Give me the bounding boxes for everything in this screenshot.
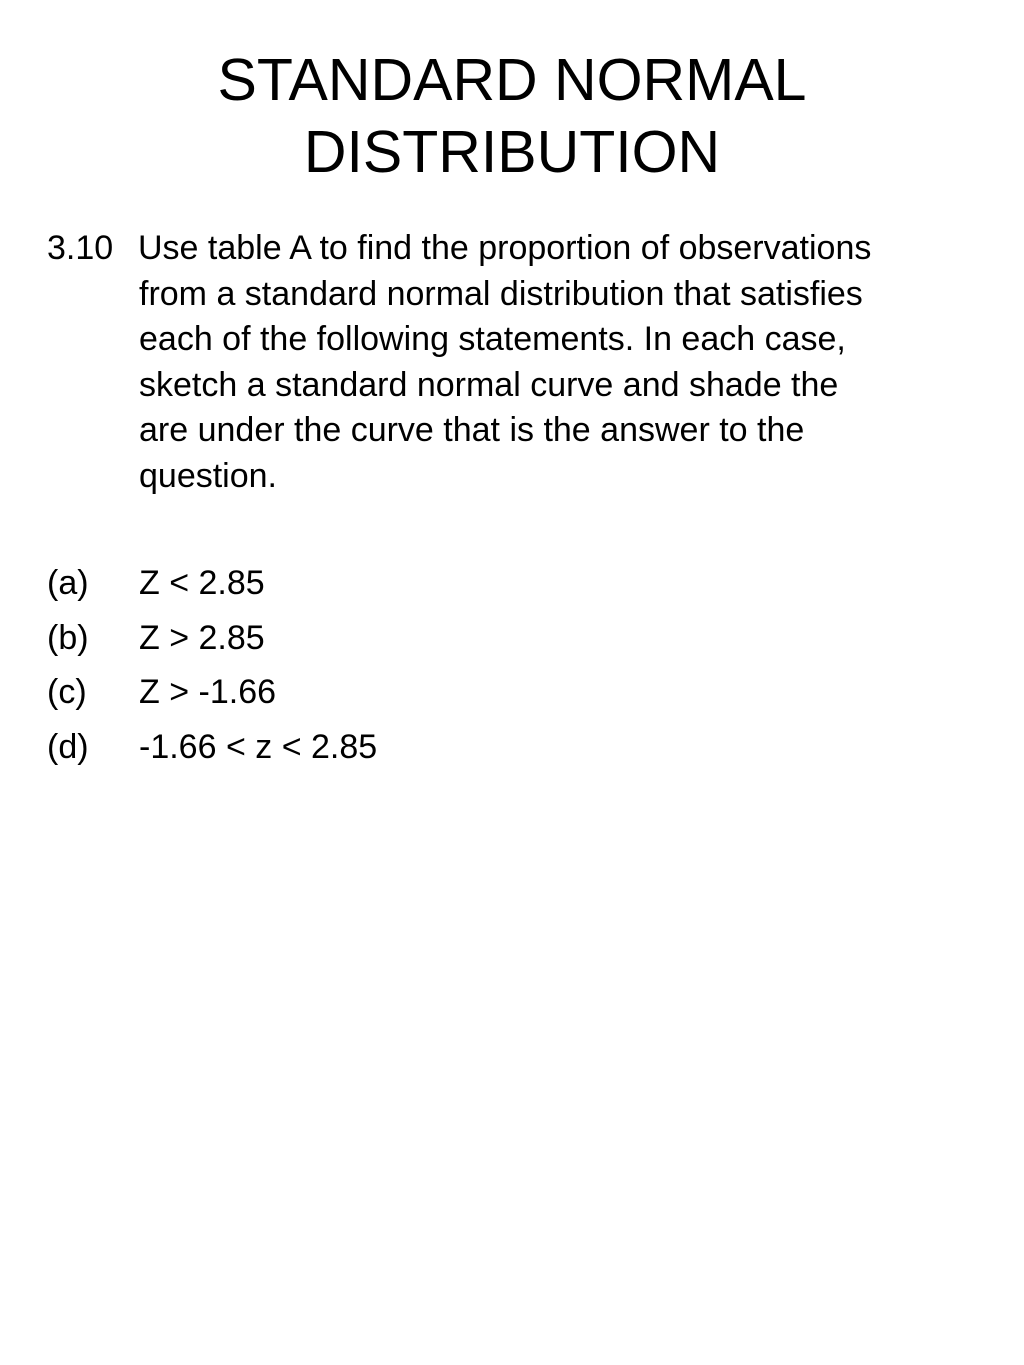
problem-number: 3.10 (47, 229, 114, 267)
problem-line-4: sketch a standard normal curve and shade the (139, 365, 839, 404)
item-label: (a) (47, 564, 89, 602)
item-expression: -1.66 < z < 2.85 (139, 727, 378, 766)
problem-statement (47, 226, 997, 499)
list-item (47, 561, 947, 616)
list-item (47, 670, 947, 725)
item-label: (c) (47, 673, 87, 711)
problem-line-3: each of the following statements. In each case, (139, 320, 846, 358)
problem-line-2: from a standard normal distribution that satisfies (139, 274, 863, 313)
item-label: (b) (47, 618, 89, 657)
statement-list (47, 561, 947, 779)
problem-line-5: are under the curve that is the answer to the (139, 411, 805, 449)
problem-text (47, 226, 997, 499)
item-label: (d) (47, 727, 89, 766)
problem-line-6: question. (139, 456, 277, 495)
list-item (47, 725, 947, 780)
list-item (47, 616, 947, 671)
slide-title-line-1: STANDARD NORMAL (217, 47, 807, 113)
item-expression: Z < 2.85 (139, 564, 265, 602)
item-expression: Z > -1.66 (139, 673, 277, 711)
slide-title (0, 44, 1024, 188)
item-expression: Z > 2.85 (139, 618, 265, 657)
problem-line-1: Use table A to find the proportion of observations (138, 229, 872, 267)
slide-title-line-2: DISTRIBUTION (303, 119, 721, 185)
